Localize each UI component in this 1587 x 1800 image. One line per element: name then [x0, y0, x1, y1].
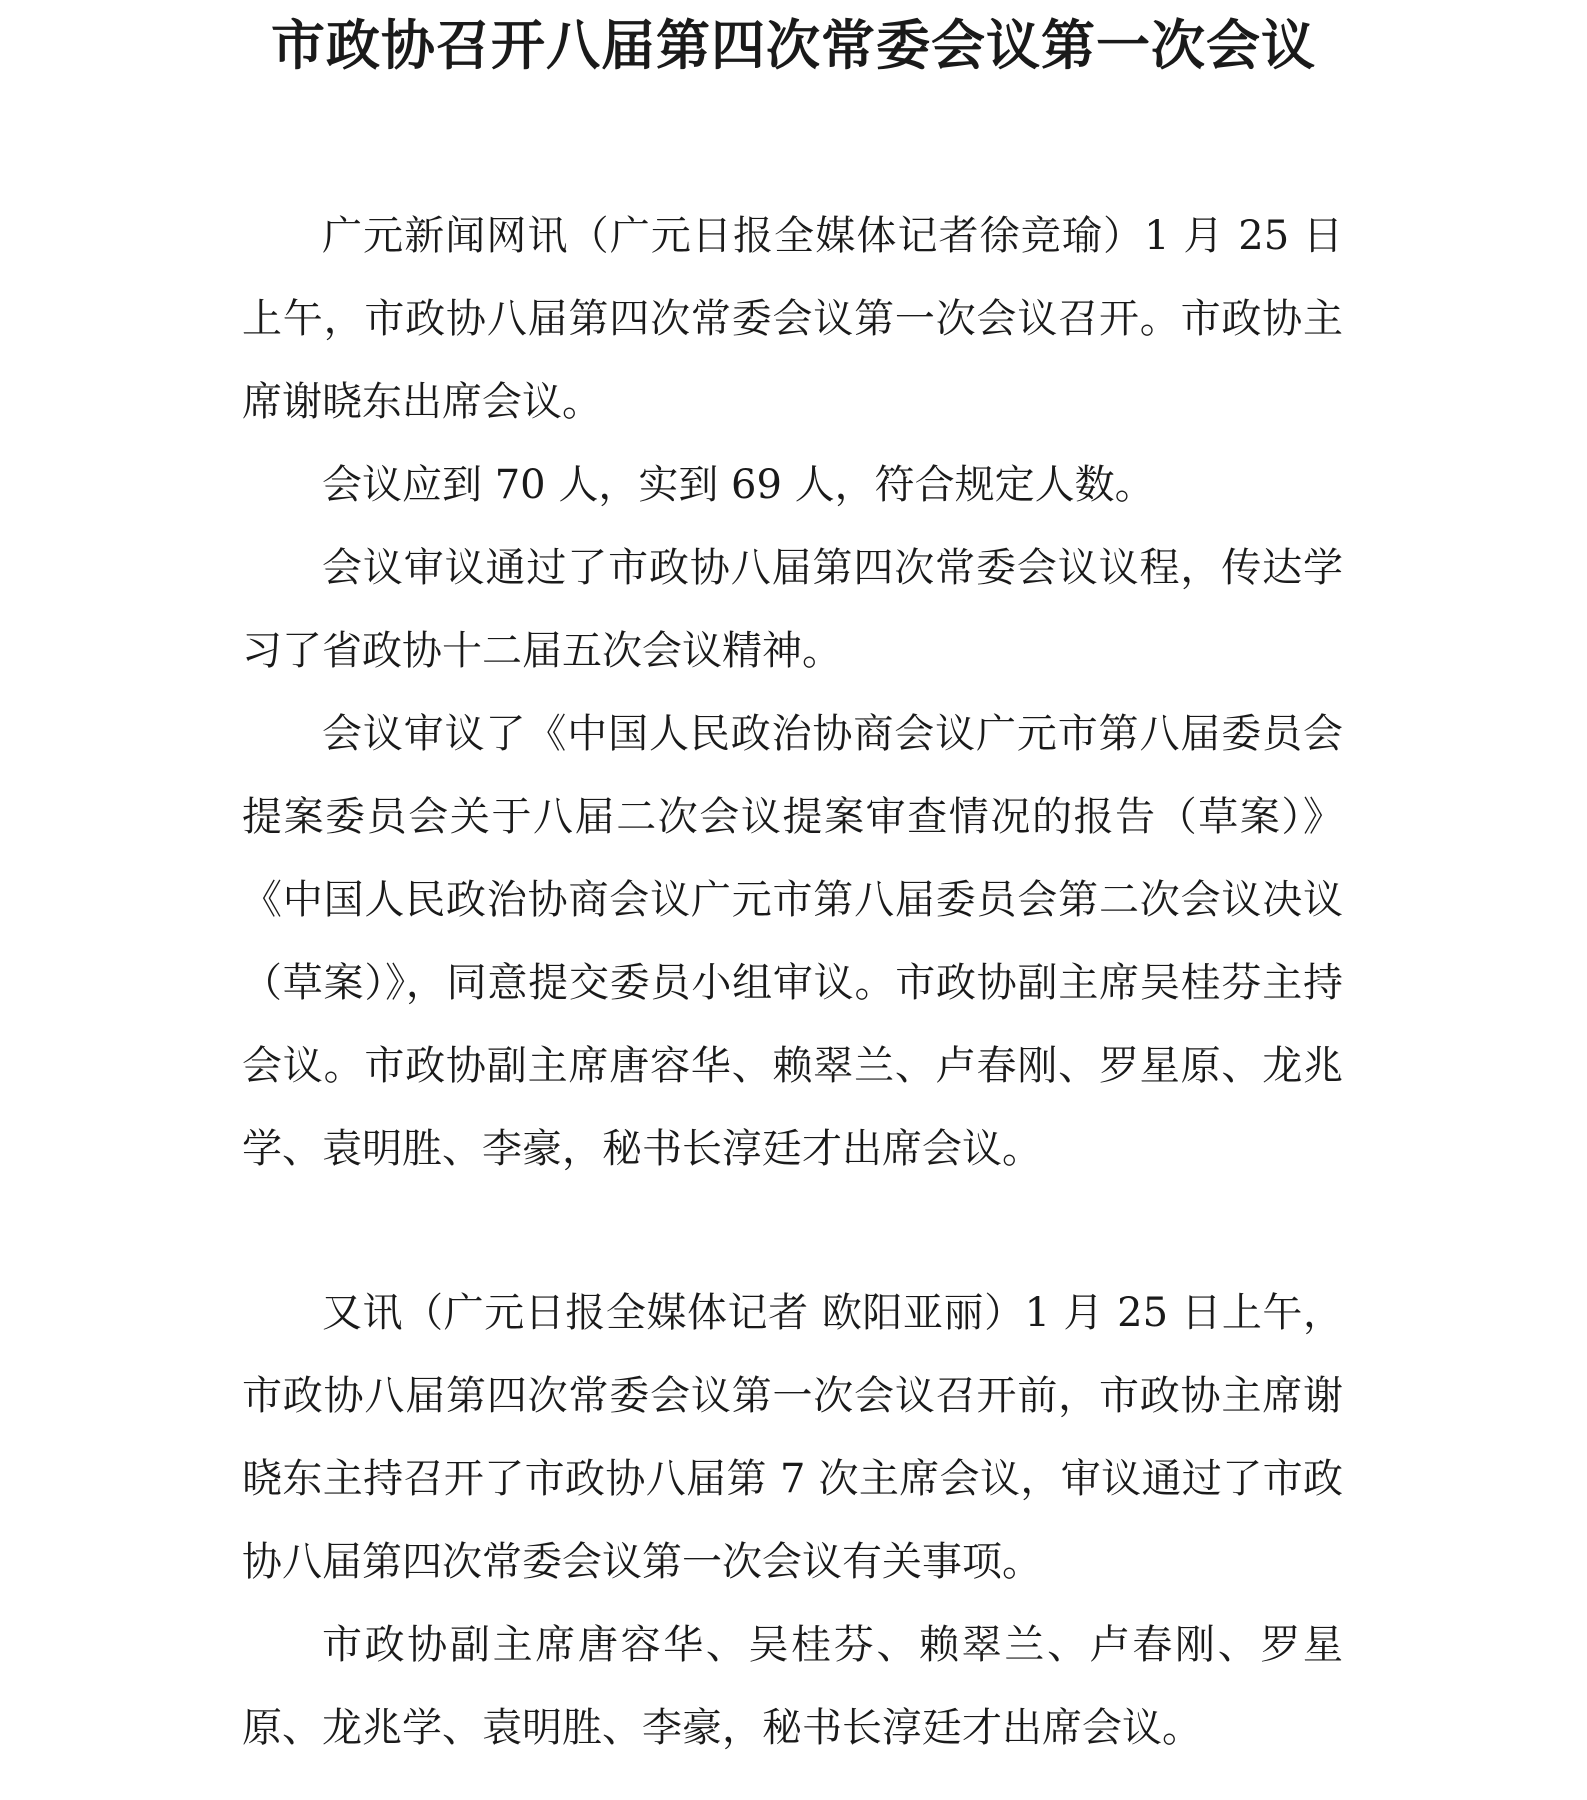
article-main-paragraph: 广元新闻网讯（广元日报全媒体记者徐竞瑜）1 月 25 日上午，市政协八届第四次常委会议第一次会议召开。市政协主席谢晓东出席会议。 [242, 213, 1343, 425]
article-additional-report [242, 1272, 1343, 1770]
article-additional-paragraph: 又讯（广元日报全媒体记者 欧阳亚丽）1 月 25 日上午，市政协八届第四次常委会议第一次会议召开前，市政协主席谢晓东主持召开了市政协八届第 7 次主席会议，审议通过了市政协八届第四次常委会议第一次会议有关事项。 [242, 1290, 1343, 1585]
article-main-paragraph: 会议审议通过了市政协八届第四次常委会议议程，传达学习了省政协十二届五次会议精神。 [242, 545, 1343, 674]
article-main [242, 195, 1343, 1191]
article-additional-paragraph: 市政协副主席唐容华、吴桂芬、赖翠兰、卢春刚、罗星原、龙兆学、袁明胜、李豪，秘书长淳廷才出席会议。 [242, 1622, 1343, 1751]
article-main-paragraph: 会议应到 70 人，实到 69 人，符合规定人数。 [322, 462, 1155, 508]
article-main-paragraph: 会议审议了《中国人民政治协商会议广元市第八届委员会提案委员会关于八届二次会议提案审查情况的报告（草案）》《中国人民政治协商会议广元市第八届委员会第二次会议决议（草案）》，同意提交委员小组审议。市政协副主席吴桂芬主持会议。市政协副主席唐容华、赖翠兰、卢春刚、罗星原、龙兆学、袁明胜、李豪，秘书长淳廷才出席会议。 [242, 711, 1343, 1172]
document-title: 市政协召开八届第四次常委会议第一次会议 [271, 13, 1316, 77]
